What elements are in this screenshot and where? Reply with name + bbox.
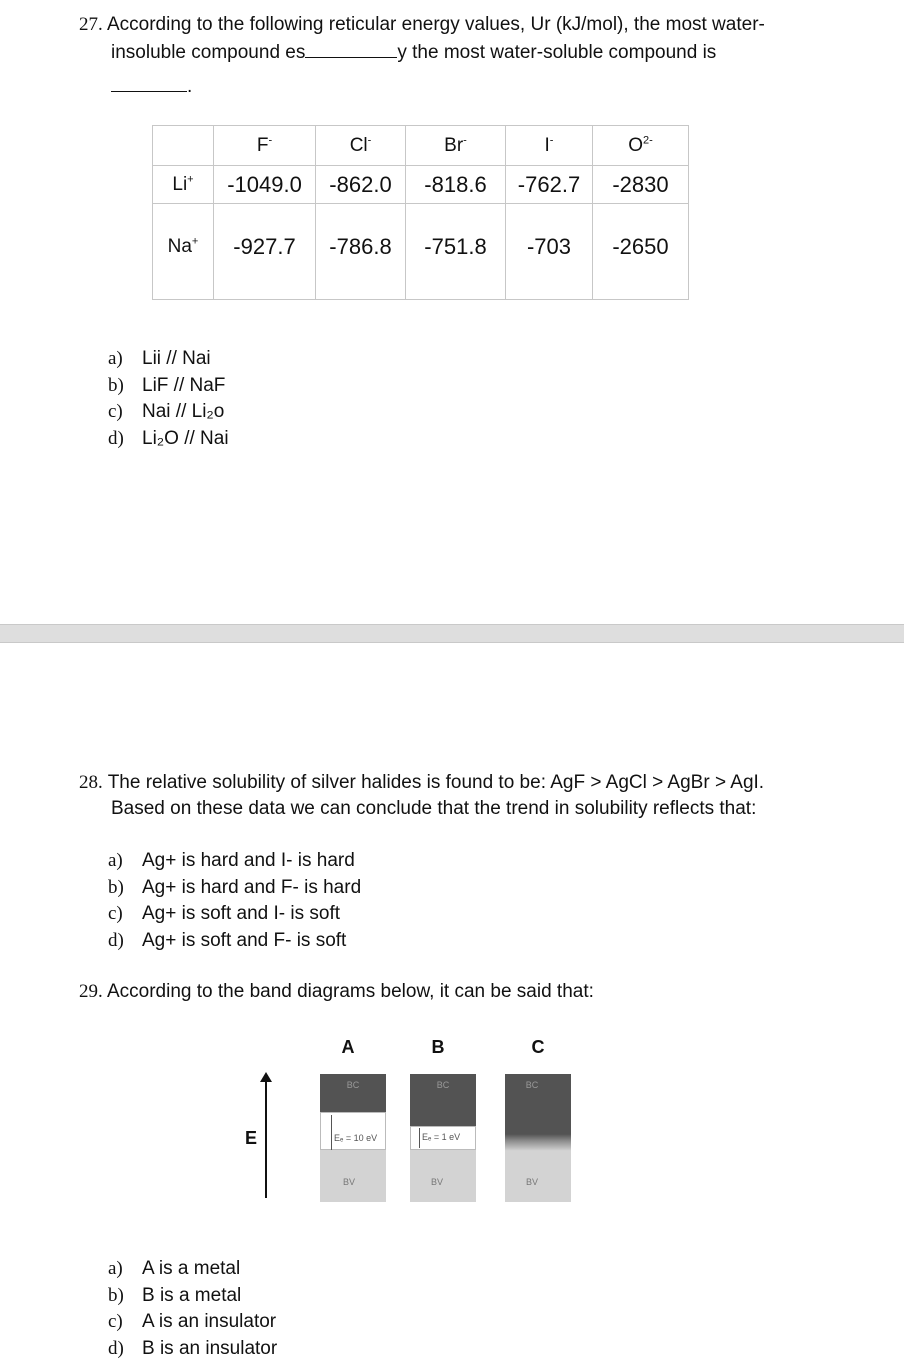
column-label-a: A [341,1037,355,1057]
bc-label-b: BC [436,1080,450,1090]
question-number: 28. [79,772,103,793]
q28-options [108,848,361,954]
answer-blank-2[interactable] [111,72,187,92]
option-item[interactable]: d) B is an insulator [108,1337,278,1359]
option-item[interactable]: b) Ag+ is hard and F- is hard [108,876,362,898]
option-item[interactable]: a) Ag+ is hard and I- is hard [108,850,355,871]
question-text-line2b: y the most water-soluble compound is [397,42,717,63]
table-cell: -786.8 [316,204,406,300]
question-text-line2a: insoluble compound es [111,42,306,63]
header-cell: Cl- [316,126,406,166]
table-row [153,204,689,300]
table-cell: -703 [506,204,593,300]
header-cell: I- [506,126,593,166]
header-cell: F- [214,126,316,166]
energy-axis [265,1080,267,1198]
table-cell: -762.7 [506,166,593,204]
question-text-line1: The relative solubility of silver halides is found to be: AgF > AgCl > AgBr > AgI. [107,772,765,793]
option-item[interactable]: d) Li₂O // Nai [108,427,229,449]
option-item[interactable]: c) A is an insulator [108,1311,277,1332]
question-text-line1: According to the band diagrams below, it can be said that: [106,981,594,1002]
option-item[interactable]: b) LiF // NaF [108,374,226,396]
valence-band-b [410,1150,476,1202]
table-cell: -751.8 [406,204,506,300]
table-cell: -862.0 [316,166,406,204]
row-header-cell: Na+ [153,204,214,300]
table-cell: -818.6 [406,166,506,204]
question-28 [79,770,764,822]
table-row [153,166,689,204]
question-number: 29. [79,981,103,1002]
table-corner-cell [153,126,214,166]
option-item[interactable]: a) Lii // Nai [108,348,211,369]
question-29 [79,979,594,1005]
row-header-cell: Li+ [153,166,214,204]
bc-label-c: BC [525,1080,539,1090]
table-cell: -2650 [593,204,689,300]
option-item[interactable]: c) Ag+ is soft and I- is soft [108,903,341,924]
question-text-line3: . [187,76,193,97]
bv-label-a: BV [342,1177,355,1187]
energy-axis-label: E [245,1128,258,1148]
table-header-row [153,126,689,166]
lattice-energy-table [152,125,689,300]
question-number: 27. [79,14,103,35]
header-cell: Br- [406,126,506,166]
option-item[interactable]: b) B is a metal [108,1284,242,1306]
question-27 [79,12,765,100]
gap-label-a: Eₑ = 10 eV [334,1133,378,1143]
question-text-line2: Based on these data we can conclude that the trend in solubility reflects that: [111,798,757,819]
option-item[interactable]: c) Nai // Li₂o [108,401,225,422]
question-text-line1: According to the following reticular energy values, Ur (kJ/mol), the most water- [106,14,765,35]
header-cell: $O^{2-}$ [593,126,689,166]
answer-blank-1[interactable] [305,38,397,58]
valence-band-a [320,1150,386,1202]
gap-label-b: Eₑ = 1 eV [422,1132,461,1142]
table-cell: -2830 [593,166,689,204]
option-item[interactable]: d) Ag+ is soft and F- is soft [108,929,347,951]
gap-arrow-b [419,1128,420,1148]
bv-label-b: BV [430,1177,443,1187]
column-label-b: B [431,1037,445,1057]
option-item[interactable]: a) A is a metal [108,1258,241,1279]
table-cell: -1049.0 [214,166,316,204]
column-label-c: C [531,1037,545,1057]
q29-options [108,1256,277,1362]
table-cell: -927.7 [214,204,316,300]
section-divider [0,624,904,643]
band-gap-a [320,1112,386,1150]
q27-options [108,346,229,452]
bc-label-a: BC [346,1080,360,1090]
bv-label-c: BV [525,1177,538,1187]
